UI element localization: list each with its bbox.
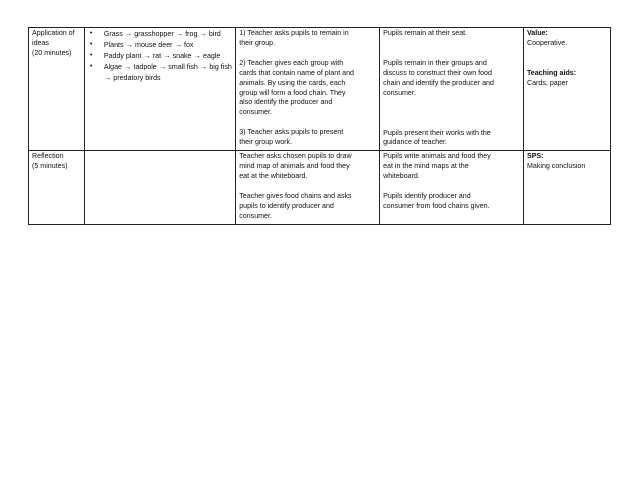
table-row bbox=[29, 28, 611, 151]
arrow-right-icon: → bbox=[197, 29, 209, 38]
food-chain-item bbox=[88, 62, 232, 84]
text-line: pupils to identify producer and bbox=[239, 201, 334, 210]
text-line: also identify the producer and bbox=[239, 98, 333, 107]
text-line: animals. By using the cards, each bbox=[239, 78, 346, 87]
organism-name: fox bbox=[184, 40, 194, 49]
arrow-right-icon: → bbox=[156, 61, 169, 71]
stage-line: Reflection bbox=[32, 152, 64, 161]
bullet-icon: • bbox=[89, 40, 93, 48]
organism-name: tadpole bbox=[133, 62, 157, 71]
stage-line: Application of bbox=[32, 29, 75, 37]
arrow-right-icon: → bbox=[103, 72, 114, 82]
teacher-activity-cell bbox=[236, 28, 380, 151]
text-line: mind map of animals and food they bbox=[239, 162, 350, 171]
arrow-right-icon: → bbox=[141, 50, 153, 60]
text-line: whiteboard. bbox=[383, 172, 420, 181]
text-line: chain and identify the producer and bbox=[383, 78, 494, 87]
organism-name: Plants bbox=[103, 40, 124, 49]
organism-name: bird bbox=[208, 30, 221, 38]
arrow-right-icon: → bbox=[197, 61, 210, 71]
text-line: 1) Teacher asks pupils to remain in bbox=[239, 29, 349, 37]
teacher-activity-cell bbox=[236, 151, 380, 224]
organism-name: grasshopper bbox=[134, 30, 174, 38]
text-line: Pupils present their works with the bbox=[383, 128, 491, 137]
organism-name: small fish bbox=[168, 62, 198, 71]
notes-cell bbox=[523, 28, 610, 151]
organism-name: Paddy plant bbox=[103, 51, 142, 60]
arrow-right-icon: → bbox=[173, 29, 186, 38]
arrow-right-icon: → bbox=[123, 39, 136, 49]
text-line: cards that contain name of plant and bbox=[239, 68, 354, 77]
text-line: 3) Teacher asks pupils to present bbox=[239, 128, 344, 137]
text-line: their group. bbox=[239, 38, 276, 47]
text-line: Pupils identify producer and bbox=[383, 192, 471, 201]
bullet-icon: • bbox=[89, 62, 93, 70]
organism-name: predatory birds bbox=[113, 73, 161, 82]
text-line: Pupils write animals and food they bbox=[383, 152, 491, 161]
arrow-right-icon: → bbox=[191, 50, 204, 60]
stage-cell bbox=[29, 28, 85, 151]
organism-name: snake bbox=[172, 51, 192, 60]
pupil-activity-cell bbox=[380, 151, 524, 224]
text-line: consumer from food chains given. bbox=[383, 201, 490, 210]
stage-line: ideas bbox=[32, 38, 49, 47]
stage-cell bbox=[29, 151, 85, 224]
text-line: consumer. bbox=[239, 211, 272, 220]
organism-name: Grass bbox=[103, 30, 123, 38]
text-line: group will form a food chain. They bbox=[239, 88, 346, 97]
bullet-icon: • bbox=[89, 51, 93, 59]
food-chain-list bbox=[84, 28, 235, 151]
organism-name: mouse deer bbox=[135, 40, 173, 49]
notes-cell bbox=[523, 151, 610, 224]
arrow-right-icon: → bbox=[161, 50, 173, 60]
sps-label: SPS: bbox=[526, 152, 544, 161]
arrow-right-icon: → bbox=[121, 61, 134, 71]
teaching-aids-text: Cards, paper bbox=[526, 78, 568, 87]
text-line: Teacher asks chosen pupils to draw bbox=[239, 152, 352, 161]
food-chain-item bbox=[88, 51, 232, 62]
text-line: discuss to construct their own food bbox=[383, 68, 492, 77]
organism-name: frog bbox=[185, 30, 198, 38]
organism-name: eagle bbox=[203, 51, 221, 60]
text-line: 2) Teacher gives each group with bbox=[239, 58, 344, 67]
organism-name: Algae bbox=[103, 62, 122, 71]
value-text: Cooperative. bbox=[526, 38, 568, 47]
pupil-activity-cell bbox=[380, 28, 524, 151]
arrow-right-icon: → bbox=[122, 29, 135, 38]
lesson-plan-table bbox=[28, 27, 611, 225]
arrow-right-icon: → bbox=[172, 39, 185, 49]
stage-duration: (5 minutes) bbox=[32, 162, 68, 171]
text-line: consumer. bbox=[383, 88, 416, 97]
teaching-aids-label: Teaching aids: bbox=[526, 68, 577, 77]
text-line: consumer. bbox=[239, 108, 272, 117]
text-line: Teacher gives food chains and asks bbox=[239, 192, 352, 201]
food-chain-item bbox=[88, 29, 232, 40]
text-line: Pupils remain in their groups and bbox=[383, 58, 487, 67]
sps-text: Making conclusion bbox=[526, 162, 586, 171]
empty-cell bbox=[84, 151, 235, 224]
table-row bbox=[29, 151, 611, 224]
organism-name: rat bbox=[152, 51, 162, 60]
bullet-icon: • bbox=[89, 30, 93, 37]
organism-name: big fish bbox=[209, 62, 232, 71]
text-line: eat in the mind maps at the bbox=[383, 162, 469, 171]
text-line: their group work. bbox=[239, 138, 293, 147]
text-line: eat at the whiteboard. bbox=[239, 172, 308, 181]
food-chain-item bbox=[88, 40, 232, 51]
value-label: Value: bbox=[526, 29, 548, 37]
text-line: Pupils remain at their seat. bbox=[383, 29, 468, 37]
text-line: guidance of teacher. bbox=[383, 138, 447, 147]
stage-duration: (20 minutes) bbox=[32, 48, 72, 57]
